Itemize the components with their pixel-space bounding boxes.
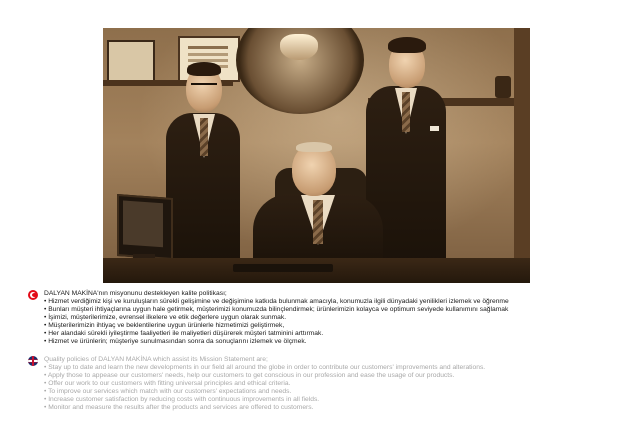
vase	[495, 76, 511, 98]
list-item: • Offer our work to our customers with fitting universal principles and ethical criteria.	[44, 380, 291, 388]
english-policy-list	[44, 364, 485, 412]
turkish-flag-icon	[28, 290, 38, 300]
english-policy-text	[44, 356, 485, 412]
list-item: • Her alandaki sürekli iyileştirme faaliyetleri ile maliyetleri düşürerek müşteri tatminini arttırmak.	[44, 330, 324, 338]
english-intro: Quality policies of DALYAN MAKİNA which assist its Mission Statement are;	[44, 356, 268, 363]
list-item: • Apply those to appease our customers' needs, help our customers to get conscious in our profession and ease the usage of our products.	[44, 372, 455, 380]
hair	[187, 62, 221, 76]
list-item: • Hizmet verdiğimiz kişi ve kuruluşların sürekli gelişimine ve değişimine katkıda bulunmak amacıyla, konumuzla ilgili dünyadaki yenilikleri izlemek ve öğrenme	[44, 298, 509, 306]
list-item: • Stay up to date and learn the new developments in our field all around the globe in order to contribute our customers' improvements and alterations.	[44, 364, 486, 372]
list-item: • To improve our services which match with our customers' expectations and needs.	[44, 388, 292, 396]
lamp-reflection	[280, 34, 318, 60]
computer-monitor	[117, 194, 173, 260]
management-photo	[103, 28, 530, 283]
laptop	[233, 264, 333, 272]
pocket-square	[430, 126, 439, 131]
list-item: • Müşterilerimizin ihtiyaç ve beklentilerine uygun ürünlerle hizmetimizi geliştirmek,	[44, 322, 285, 330]
uk-flag-icon	[28, 356, 38, 366]
brand-name: DALYAN MAKİNA	[44, 290, 98, 297]
wall-frame	[107, 40, 155, 82]
list-item: • Monitor and measure the results after the products and services are offered to customers.	[44, 404, 314, 412]
glasses	[191, 83, 217, 90]
list-item: • Bunları müşteri ihtiyaçlarına uygun hale getirmek, müşterimizi konumuzda bilinçlendirmek; ürünlerimizin kolayca ve optimum seviyede kullanımını sağlamak	[44, 306, 509, 314]
wall-pillar	[514, 28, 530, 283]
hair	[388, 37, 426, 53]
turkish-policy-text	[44, 290, 509, 346]
turkish-intro	[44, 290, 509, 298]
list-item: • Increase customer satisfaction by reducing costs with continuous improvements in all fields.	[44, 396, 320, 404]
tie	[402, 92, 410, 132]
list-item: • Hizmet ve ürünlerin; müşteriye sunulmasından sonra da sonuçlarını izlemek ve ölçmek.	[44, 338, 307, 346]
list-item: • İşimizi, müşterilerimize, evrensel ilkelere ve etik değerlere uygun olarak sunmak.	[44, 314, 287, 322]
hair	[296, 142, 332, 152]
intro-rest: 'nın misyonunu destekleyen kalite politikası;	[97, 290, 227, 297]
tie	[313, 200, 323, 244]
turkish-policy-list	[44, 298, 509, 346]
tie	[200, 118, 208, 156]
